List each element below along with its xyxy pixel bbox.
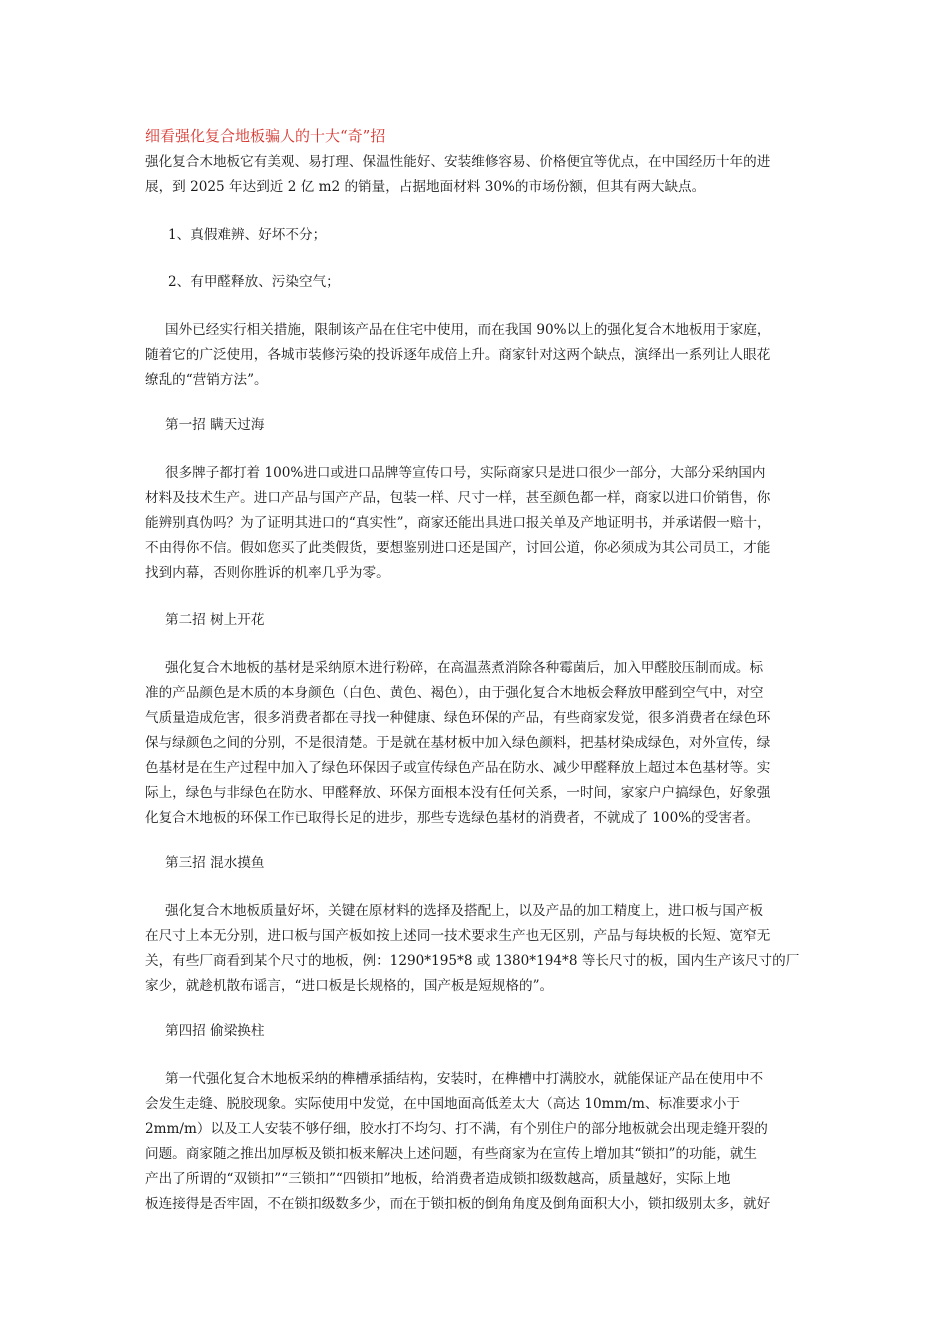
section-body-4 (145, 1067, 805, 1217)
section-heading-2: 第二招 树上开花 (165, 612, 265, 628)
section-heading-1: 第一招 瞒天过海 (165, 417, 265, 433)
paragraph-line: 保与绿颜色之间的分别，不是很清楚。于是就在基材板中加入绿色颜料，把基材染成绿色，对外宣传，绿 (145, 735, 771, 751)
defect-item-1: 1、真假难辨、好坏不分； (168, 227, 327, 243)
section-body-2 (145, 656, 805, 831)
paragraph-line: 家少，就趁机散布谣言，“进口板是长规格的，国产板是短规格的”。 (145, 978, 554, 994)
section-body-1 (145, 461, 805, 586)
paragraph-line: 展，到 2025 年达到近 2 亿 m2 的销量，占据地面材料 30%的市场份额，但其有两大缺点。 (145, 179, 706, 195)
document-title: 细看强化复合地板骗人的十大“奇”招 (145, 127, 386, 145)
paragraph-line: 际上，绿色与非绿色在防水、甲醛释放、环保方面根本没有任何关系，一时间，家家户户搞绿色，好象强 (145, 785, 771, 801)
paragraph-line: 缭乱的“营销方法”。 (145, 372, 268, 388)
paragraph-line: 关，有些厂商看到某个尺寸的地板，例：1290*195*8 或 1380*194*8 等长尺寸的板，国内生产该尺寸的厂 (145, 953, 800, 969)
paragraph-line: 色基材是在生产过程中加入了绿色环保因子或宣传绿色产品在防水、减少甲醛释放上超过本色基材等。实 (145, 760, 771, 776)
paragraph-line: 第一代强化复合木地板采纳的榫槽承插结构，安装时，在榫槽中打满胶水，就能保证产品在使用中不 (165, 1071, 764, 1087)
paragraph-line: 问题。商家随之推出加厚板及锁扣板来解决上述问题，有些商家为在宣传上增加其“锁扣”的功能，就生 (145, 1146, 758, 1162)
paragraph-line: 强化复合木地板的基材是采纳原木进行粉碎，在高温蒸煮消除各种霉菌后，加入甲醛胶压制而成。标 (165, 660, 764, 676)
paragraph-line: 准的产品颜色是木质的本身颜色（白色、黄色、褐色），由于强化复合木地板会释放甲醛到空气中，对空 (145, 685, 764, 701)
paragraph-line: 化复合木地板的环保工作已取得长足的进步，那些专选绿色基材的消费者，不就成了 100%的受害者。 (145, 810, 760, 826)
paragraph-line: 很多牌子都打着 100%进口或进口品牌等宣传口号，实际商家只是进口很少一部分，大部分采纳国内 (165, 465, 766, 481)
paragraph-line: 2mm/m）以及工人安装不够仔细，胶水打不均匀、打不满，有个别住户的部分地板就会出现走缝开裂的 (145, 1121, 768, 1137)
section-body-3 (145, 899, 805, 999)
section-heading-3: 第三招 混水摸鱼 (165, 855, 265, 871)
paragraph-line: 板连接得是否牢固，不在锁扣级数多少，而在于锁扣板的倒角角度及倒角面积大小，锁扣级别太多，就好 (145, 1196, 771, 1212)
paragraph-line: 找到内幕，否则你胜诉的机率几乎为零。 (145, 565, 390, 581)
paragraph-line: 随着它的广泛使用，各城市装修污染的投诉逐年成倍上升。商家针对这两个缺点，演绎出一系列让人眼花 (145, 347, 771, 363)
intro-paragraph (145, 150, 805, 200)
paragraph-line: 材料及技术生产。进口产品与国产产品，包装一样、尺寸一样，甚至颜色都一样，商家以进口价销售，你 (145, 490, 771, 506)
paragraph-line: 强化复合木地板它有美观、易打理、保温性能好、安装维修容易、价格便宜等优点，在中国经历十年的进 (145, 154, 771, 170)
section-heading-4: 第四招 偷梁换柱 (165, 1023, 265, 1039)
paragraph-line: 产出了所谓的“双锁扣”“三锁扣”“四锁扣”地板，给消费者造成锁扣级数越高，质量越好，实际上地 (145, 1171, 731, 1187)
paragraph-line: 不由得你不信。假如您买了此类假货，要想鉴别进口还是国产，讨回公道，你必须成为其公司员工，才能 (145, 540, 771, 556)
paragraph-line: 能辨别真伪吗？为了证明其进口的“真实性”，商家还能出具进口报关单及产地证明书，并承诺假一赔十， (145, 515, 771, 531)
paragraph-line: 在尺寸上本无分别，进口板与国产板如按上述同一技术要求生产也无区别，产品与每块板的长短、宽窄无 (145, 928, 771, 944)
paragraph-line: 会发生走缝、脱胶现象。实际使用中发觉，在中国地面高低差太大（高达 10mm/m、标准要求小于 (145, 1096, 741, 1112)
paragraph-line: 气质量造成危害，很多消费者都在寻找一种健康、绿色环保的产品，有些商家发觉，很多消费者在绿色环 (145, 710, 771, 726)
paragraph-line: 国外已经实行相关措施，限制该产品在住宅中使用，而在我国 90%以上的强化复合木地板用于家庭， (165, 322, 771, 338)
paragraph-line: 强化复合木地板质量好坏，关键在原材料的选择及搭配上，以及产品的加工精度上，进口板与国产板 (165, 903, 764, 919)
defect-item-2: 2、有甲醛释放、污染空气； (168, 274, 340, 290)
context-paragraph (145, 318, 805, 393)
